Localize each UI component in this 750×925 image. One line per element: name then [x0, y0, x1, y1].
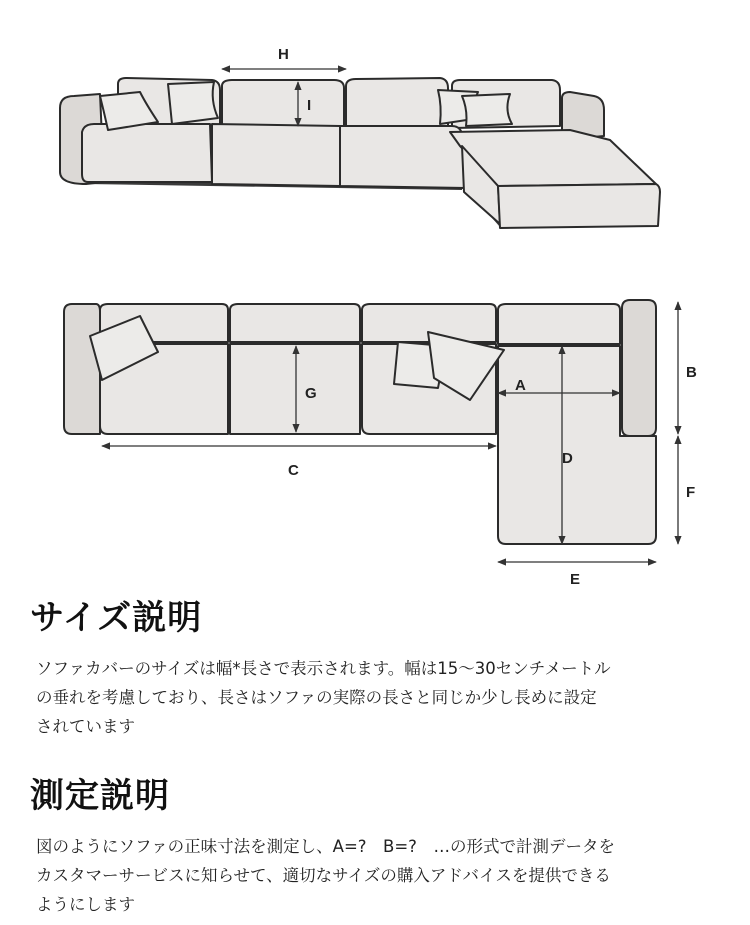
measurement-section-heading: 測定説明: [30, 776, 170, 816]
size-text-line-2: の垂れを考慮しており、長さはソファの実際の長さと同じか少し長めに設定: [36, 688, 597, 707]
label-H: H: [278, 46, 289, 63]
sofa-perspective-view: [60, 78, 660, 228]
measurement-section-text: [36, 832, 726, 919]
label-G: G: [305, 385, 317, 402]
size-text-line-3: されています: [36, 717, 135, 736]
label-D: D: [562, 450, 573, 467]
size-section-text: [36, 654, 726, 741]
label-B: B: [686, 364, 697, 381]
label-C: C: [288, 462, 299, 479]
size-text-line-1: ソファカバーのサイズは幅*長さで表示されます。幅は15～30センチメートル: [36, 659, 611, 678]
label-I: I: [307, 97, 312, 114]
measure-text-line-2: カスタマーサービスに知らせて、適切なサイズの購入アドバイスを提供できる: [36, 866, 611, 885]
label-F: F: [686, 484, 696, 501]
label-E: E: [570, 571, 581, 588]
sofa-top-view: [64, 300, 656, 544]
measure-text-line-3: ようにします: [36, 895, 135, 914]
measure-text-line-1: 図のようにソファの正味寸法を測定し、A=? B=? …の形式で計測データを: [36, 837, 615, 856]
size-section-heading: サイズ説明: [30, 598, 203, 638]
label-A: A: [515, 377, 526, 394]
